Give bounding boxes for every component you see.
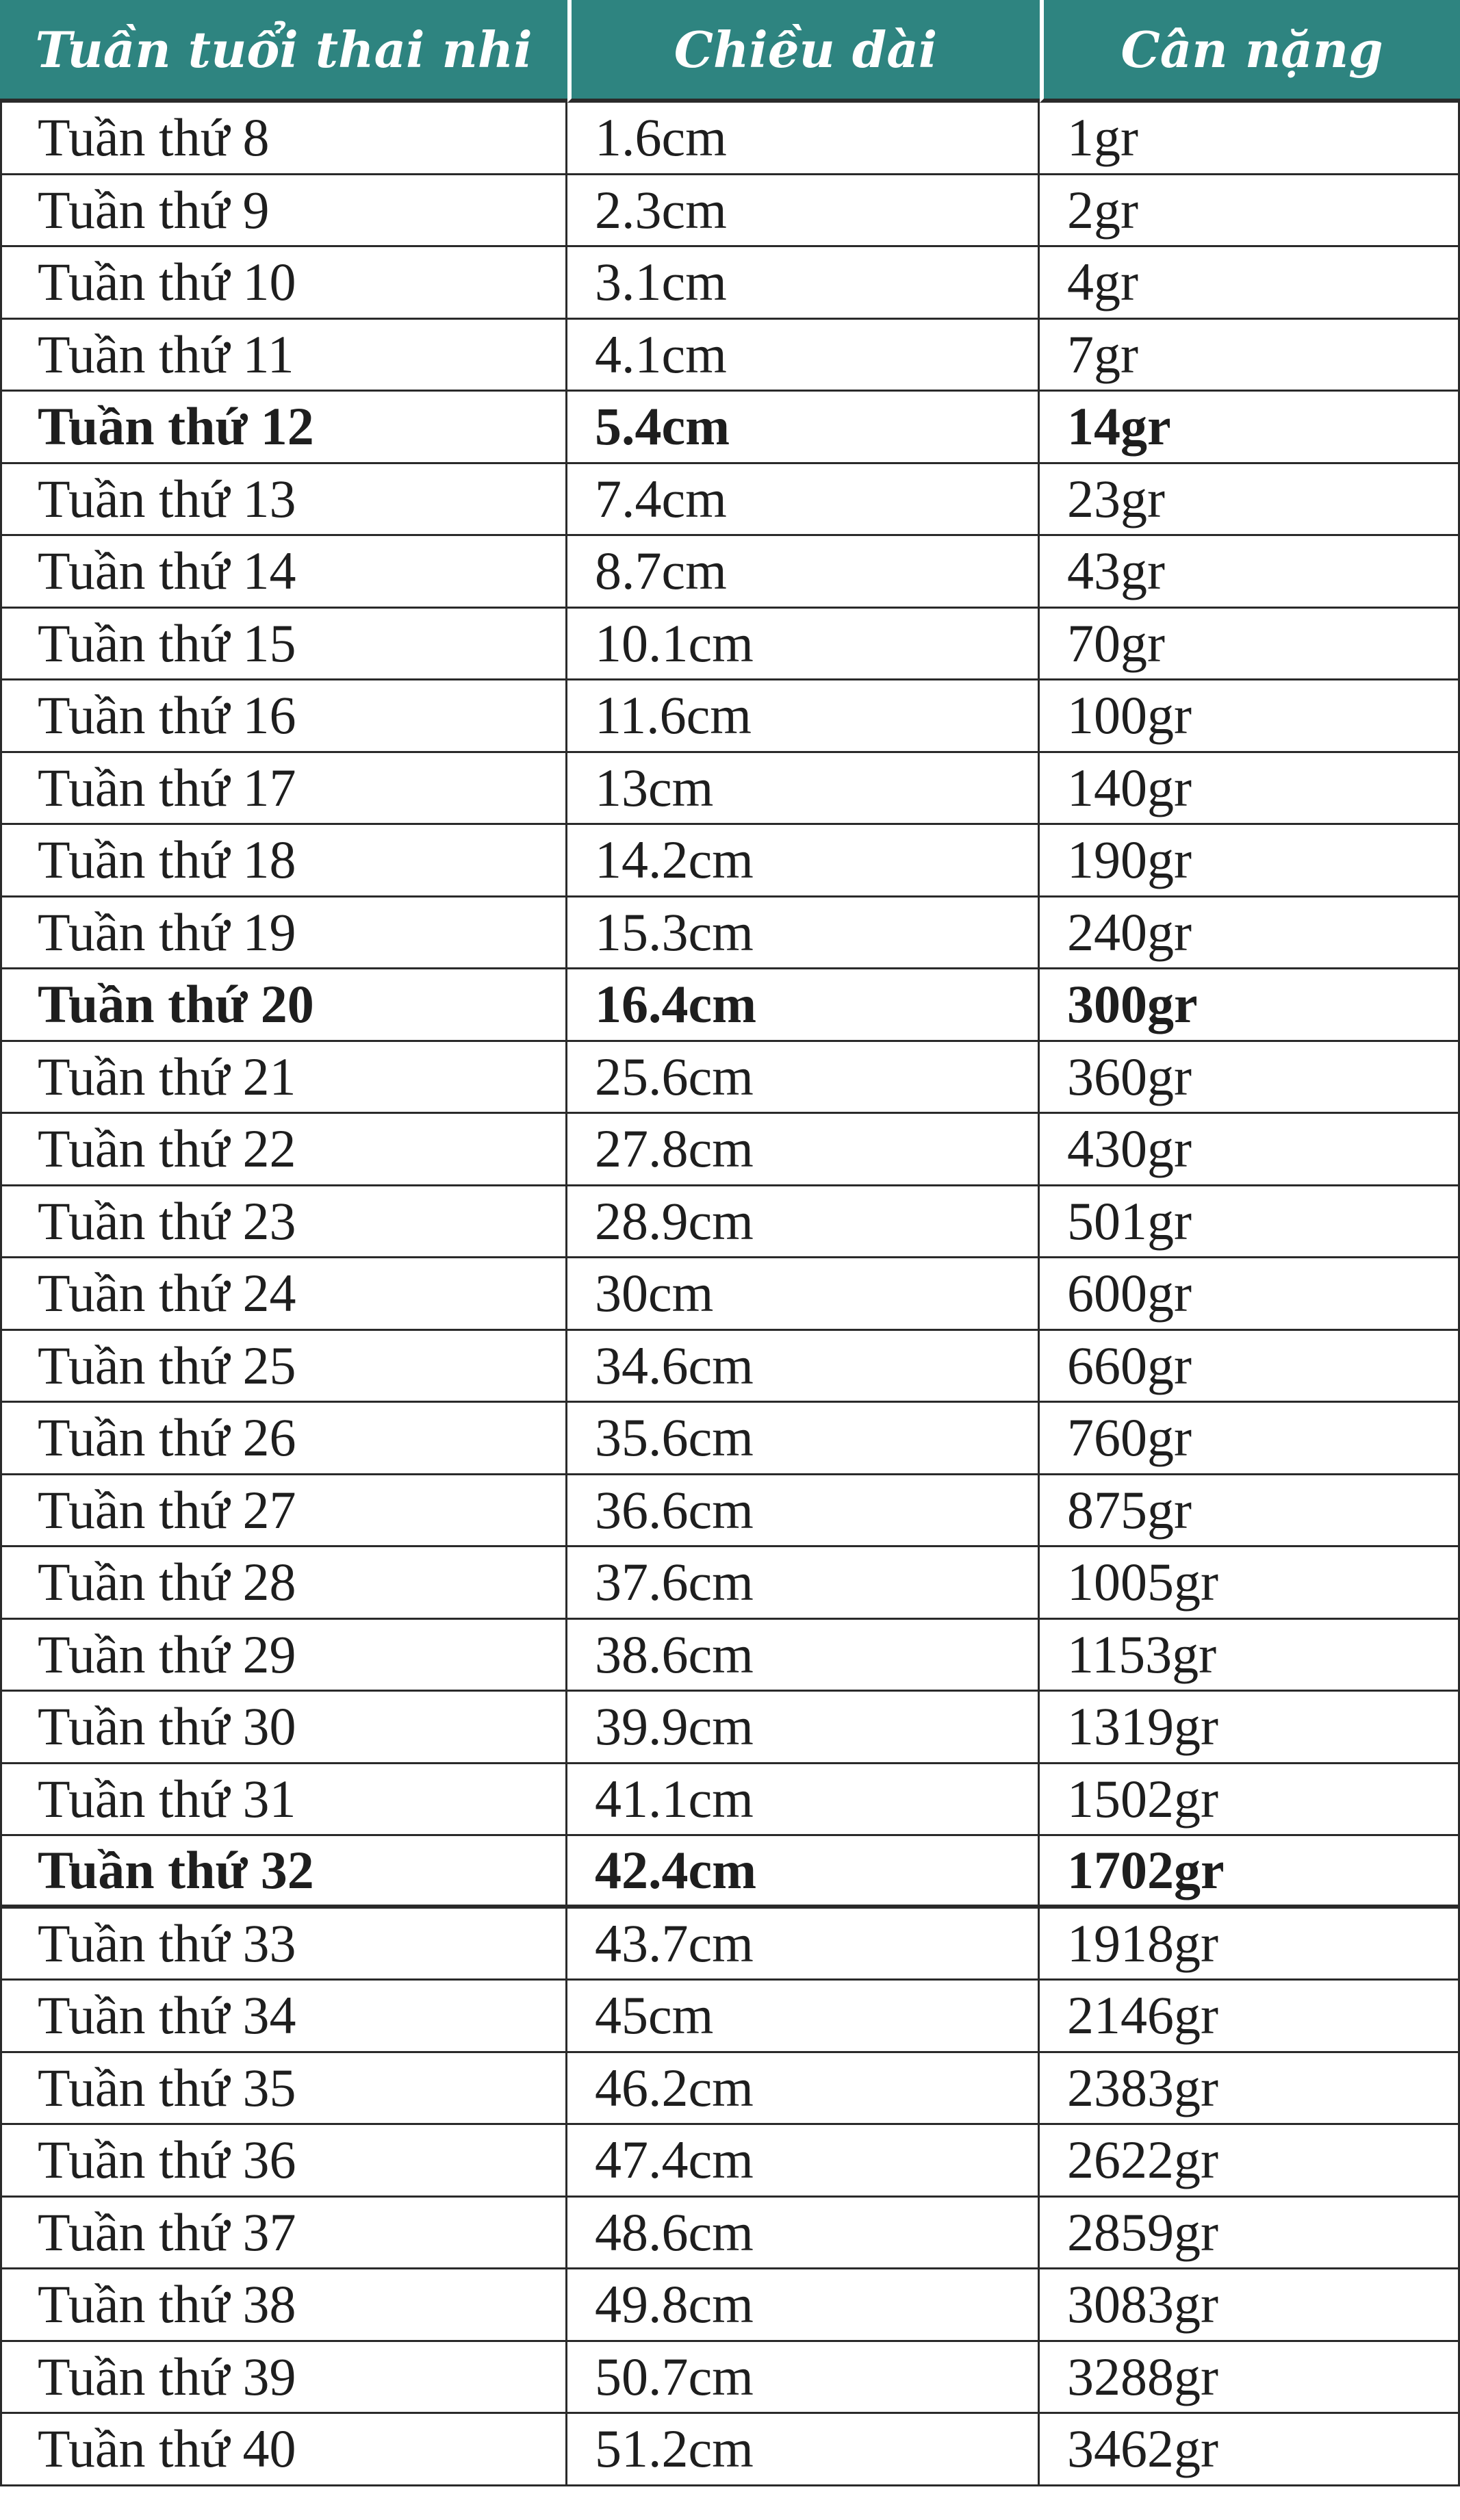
weight-cell: 140gr: [1040, 753, 1460, 826]
week-cell: Tuần thứ 38: [0, 2269, 567, 2342]
week-cell: Tuần thứ 18: [0, 825, 567, 898]
table-row: [0, 175, 1460, 248]
length-cell: 15.3cm: [567, 898, 1040, 970]
table-row: [0, 2053, 1460, 2126]
length-cell: 10.1cm: [567, 609, 1040, 681]
length-cell: 51.2cm: [567, 2414, 1040, 2486]
table-row: [0, 1909, 1460, 1981]
week-cell: Tuần thứ 12: [0, 392, 567, 464]
table-row: [0, 2414, 1460, 2486]
week-cell: Tuần thứ 24: [0, 1258, 567, 1331]
week-cell: Tuần thứ 39: [0, 2342, 567, 2415]
week-cell: Tuần thứ 16: [0, 680, 567, 753]
table-row: [0, 2125, 1460, 2198]
length-cell: 8.7cm: [567, 536, 1040, 609]
weight-cell: 501gr: [1040, 1186, 1460, 1259]
table-row: [0, 1403, 1460, 1475]
table-row: [0, 753, 1460, 826]
weight-cell: 23gr: [1040, 464, 1460, 537]
week-cell: Tuần thứ 19: [0, 898, 567, 970]
length-cell: 30cm: [567, 1258, 1040, 1331]
length-cell: 14.2cm: [567, 825, 1040, 898]
table-row: [0, 1981, 1460, 2053]
weight-cell: 2383gr: [1040, 2053, 1460, 2126]
table-row: [0, 103, 1460, 175]
week-cell: Tuần thứ 8: [0, 103, 567, 175]
table-header-row: [0, 0, 1460, 103]
table-row: [0, 2269, 1460, 2342]
length-cell: 43.7cm: [567, 1909, 1040, 1981]
length-cell: 37.6cm: [567, 1547, 1040, 1620]
week-cell: Tuần thứ 32: [0, 1836, 567, 1909]
weight-cell: 240gr: [1040, 898, 1460, 970]
weight-cell: 300gr: [1040, 969, 1460, 1042]
table-row: [0, 1547, 1460, 1620]
week-cell: Tuần thứ 9: [0, 175, 567, 248]
week-cell: Tuần thứ 26: [0, 1403, 567, 1475]
weight-cell: 7gr: [1040, 320, 1460, 392]
week-cell: Tuần thứ 33: [0, 1909, 567, 1981]
week-cell: Tuần thứ 21: [0, 1042, 567, 1115]
table-header: [0, 0, 1460, 103]
length-cell: 25.6cm: [567, 1042, 1040, 1115]
table-row: [0, 2342, 1460, 2415]
table-row: [0, 1042, 1460, 1115]
weight-cell: 2622gr: [1040, 2125, 1460, 2198]
week-cell: Tuần thứ 13: [0, 464, 567, 537]
week-cell: Tuần thứ 28: [0, 1547, 567, 1620]
length-cell: 48.6cm: [567, 2198, 1040, 2270]
weight-cell: 14gr: [1040, 392, 1460, 464]
length-cell: 1.6cm: [567, 103, 1040, 175]
table-row: [0, 1764, 1460, 1837]
week-cell: Tuần thứ 25: [0, 1331, 567, 1403]
length-cell: 36.6cm: [567, 1475, 1040, 1548]
length-cell: 46.2cm: [567, 2053, 1040, 2126]
length-cell: 45cm: [567, 1981, 1040, 2053]
table-row: [0, 1258, 1460, 1331]
table-row: [0, 392, 1460, 464]
week-cell: Tuần thứ 22: [0, 1114, 567, 1186]
table-row: [0, 1692, 1460, 1764]
table-row: [0, 1620, 1460, 1692]
weight-cell: 1005gr: [1040, 1547, 1460, 1620]
length-cell: 7.4cm: [567, 464, 1040, 537]
weight-cell: 1319gr: [1040, 1692, 1460, 1764]
table-row: [0, 1331, 1460, 1403]
week-cell: Tuần thứ 37: [0, 2198, 567, 2270]
weight-cell: 1502gr: [1040, 1764, 1460, 1837]
week-cell: Tuần thứ 20: [0, 969, 567, 1042]
table-row: [0, 1114, 1460, 1186]
week-cell: Tuần thứ 10: [0, 247, 567, 320]
weight-cell: 190gr: [1040, 825, 1460, 898]
week-cell: Tuần thứ 11: [0, 320, 567, 392]
table-row: [0, 247, 1460, 320]
table-row: [0, 1836, 1460, 1909]
table-row: [0, 536, 1460, 609]
table-row: [0, 464, 1460, 537]
weight-cell: 43gr: [1040, 536, 1460, 609]
length-cell: 35.6cm: [567, 1403, 1040, 1475]
weight-cell: 1gr: [1040, 103, 1460, 175]
length-cell: 5.4cm: [567, 392, 1040, 464]
length-cell: 38.6cm: [567, 1620, 1040, 1692]
week-cell: Tuần thứ 23: [0, 1186, 567, 1259]
week-cell: Tuần thứ 15: [0, 609, 567, 681]
length-cell: 27.8cm: [567, 1114, 1040, 1186]
length-cell: 28.9cm: [567, 1186, 1040, 1259]
weight-cell: 1702gr: [1040, 1836, 1460, 1909]
table-row: [0, 1475, 1460, 1548]
weight-cell: 660gr: [1040, 1331, 1460, 1403]
table-row: [0, 969, 1460, 1042]
header-length: Chiều dài: [567, 0, 1040, 103]
week-cell: Tuần thứ 36: [0, 2125, 567, 2198]
table-row: [0, 825, 1460, 898]
weight-cell: 760gr: [1040, 1403, 1460, 1475]
weight-cell: 3083gr: [1040, 2269, 1460, 2342]
weight-cell: 100gr: [1040, 680, 1460, 753]
length-cell: 50.7cm: [567, 2342, 1040, 2415]
table-body: [0, 103, 1460, 2486]
weight-cell: 3288gr: [1040, 2342, 1460, 2415]
length-cell: 13cm: [567, 753, 1040, 826]
length-cell: 49.8cm: [567, 2269, 1040, 2342]
length-cell: 3.1cm: [567, 247, 1040, 320]
weight-cell: 2859gr: [1040, 2198, 1460, 2270]
table-row: [0, 898, 1460, 970]
table-row: [0, 320, 1460, 392]
weight-cell: 2gr: [1040, 175, 1460, 248]
weight-cell: 360gr: [1040, 1042, 1460, 1115]
weight-cell: 430gr: [1040, 1114, 1460, 1186]
length-cell: 41.1cm: [567, 1764, 1040, 1837]
length-cell: 4.1cm: [567, 320, 1040, 392]
week-cell: Tuần thứ 34: [0, 1981, 567, 2053]
weight-cell: 4gr: [1040, 247, 1460, 320]
length-cell: 42.4cm: [567, 1836, 1040, 1909]
week-cell: Tuần thứ 31: [0, 1764, 567, 1837]
header-weight: Cân nặng: [1040, 0, 1460, 103]
table-row: [0, 609, 1460, 681]
week-cell: Tuần thứ 14: [0, 536, 567, 609]
length-cell: 39.9cm: [567, 1692, 1040, 1764]
table-row: [0, 680, 1460, 753]
length-cell: 2.3cm: [567, 175, 1040, 248]
week-cell: Tuần thứ 40: [0, 2414, 567, 2486]
length-cell: 16.4cm: [567, 969, 1040, 1042]
table-row: [0, 1186, 1460, 1259]
length-cell: 11.6cm: [567, 680, 1040, 753]
weight-cell: 875gr: [1040, 1475, 1460, 1548]
weight-cell: 600gr: [1040, 1258, 1460, 1331]
week-cell: Tuần thứ 29: [0, 1620, 567, 1692]
week-cell: Tuần thứ 27: [0, 1475, 567, 1548]
weight-cell: 1153gr: [1040, 1620, 1460, 1692]
weight-cell: 2146gr: [1040, 1981, 1460, 2053]
table-row: [0, 2198, 1460, 2270]
week-cell: Tuần thứ 35: [0, 2053, 567, 2126]
week-cell: Tuần thứ 17: [0, 753, 567, 826]
header-week: Tuần tuổi thai nhi: [0, 0, 567, 103]
length-cell: 47.4cm: [567, 2125, 1040, 2198]
length-cell: 34.6cm: [567, 1331, 1040, 1403]
weight-cell: 1918gr: [1040, 1909, 1460, 1981]
week-cell: Tuần thứ 30: [0, 1692, 567, 1764]
weight-cell: 70gr: [1040, 609, 1460, 681]
weight-cell: 3462gr: [1040, 2414, 1460, 2486]
